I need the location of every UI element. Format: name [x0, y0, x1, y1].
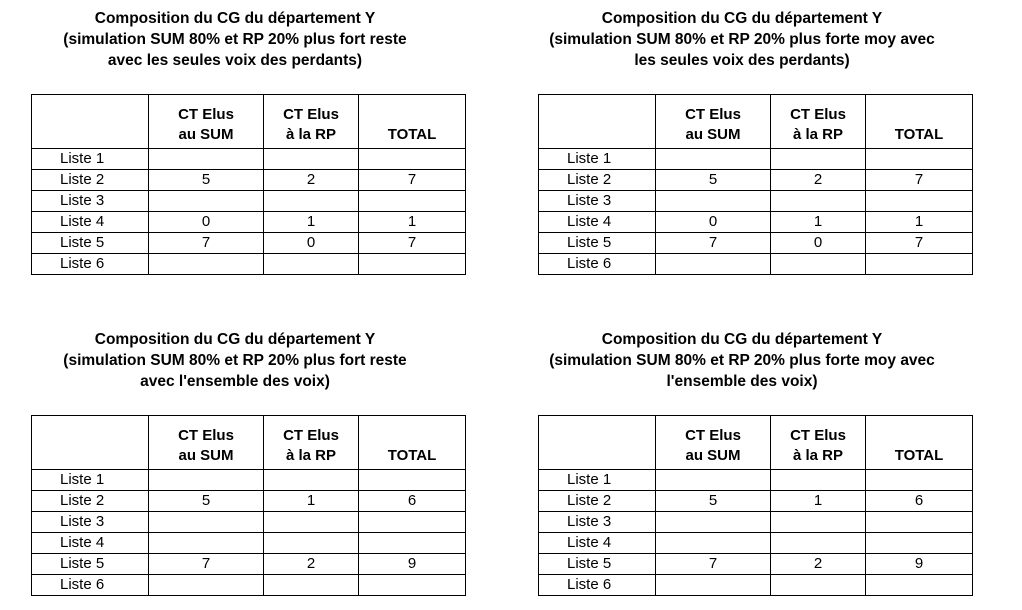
table-cell	[656, 149, 771, 170]
row-label: Liste 4	[32, 212, 149, 233]
row-label: Liste 3	[32, 512, 149, 533]
table-cell	[771, 533, 866, 554]
results-table	[31, 415, 466, 596]
table-cell	[149, 191, 264, 212]
row-label: Liste 2	[539, 491, 656, 512]
column-header-line: TOTAL	[894, 447, 944, 464]
table-cell	[771, 191, 866, 212]
table-row	[32, 254, 466, 275]
table-cell	[264, 533, 359, 554]
panel-title	[0, 8, 470, 77]
panel-title	[0, 329, 470, 398]
table-cell: 6	[359, 491, 466, 512]
table-row	[539, 191, 973, 212]
table-row	[32, 212, 466, 233]
table-cell: 7	[359, 170, 466, 191]
table-cell: 7	[359, 233, 466, 254]
header-blank-cell	[32, 416, 149, 470]
table-cell: 0	[771, 233, 866, 254]
table-cell: 7	[149, 233, 264, 254]
table-cell	[149, 533, 264, 554]
row-label: Liste 1	[32, 470, 149, 491]
table-cell: 1	[771, 491, 866, 512]
table-cell: 1	[264, 491, 359, 512]
table-cell: 5	[656, 170, 771, 191]
table-row	[32, 191, 466, 212]
table-row	[539, 233, 973, 254]
table-cell	[866, 254, 973, 275]
table-cell	[264, 191, 359, 212]
column-header-line: CT Elus	[790, 427, 846, 444]
table-cell: 5	[149, 491, 264, 512]
row-label: Liste 5	[539, 554, 656, 575]
title-line: avec les seules voix des perdants)	[107, 52, 363, 69]
column-header-line: à la RP	[285, 126, 337, 143]
row-label: Liste 1	[539, 470, 656, 491]
table-cell	[359, 512, 466, 533]
title-line: l'ensemble des voix)	[666, 373, 818, 390]
table-row	[539, 491, 973, 512]
table-cell	[656, 254, 771, 275]
table-row	[539, 512, 973, 533]
table-header-row	[539, 95, 973, 149]
table-cell	[264, 254, 359, 275]
table-cell	[149, 149, 264, 170]
title-line: (simulation SUM 80% et RP 20% plus forte moy avec	[549, 352, 935, 369]
table-cell	[149, 254, 264, 275]
table-cell	[771, 149, 866, 170]
row-label: Liste 2	[32, 491, 149, 512]
table-row	[539, 149, 973, 170]
title-line: Composition du CG du département Y	[601, 10, 883, 27]
table-cell: 0	[149, 212, 264, 233]
title-line: Composition du CG du département Y	[601, 331, 883, 348]
table-cell	[149, 470, 264, 491]
column-header-line: CT Elus	[685, 427, 741, 444]
column-header-line: au SUM	[178, 126, 234, 143]
table-cell: 9	[866, 554, 973, 575]
table-cell: 6	[866, 491, 973, 512]
header-blank-cell	[32, 95, 149, 149]
title-line: Composition du CG du département Y	[94, 10, 376, 27]
row-label: Liste 6	[539, 254, 656, 275]
row-label: Liste 4	[539, 533, 656, 554]
column-header-line: CT Elus	[685, 106, 741, 123]
table-header-row	[32, 95, 466, 149]
column-header-line: CT Elus	[790, 106, 846, 123]
row-label: Liste 6	[32, 575, 149, 596]
table-cell	[359, 575, 466, 596]
table-cell: 5	[149, 170, 264, 191]
column-header-line: à la RP	[792, 447, 844, 464]
results-table	[31, 94, 466, 275]
table-cell: 2	[771, 170, 866, 191]
title-line: (simulation SUM 80% et RP 20% plus fort reste	[63, 352, 407, 369]
column-header	[264, 95, 359, 149]
table-cell	[866, 191, 973, 212]
table-cell	[149, 575, 264, 596]
column-header	[771, 416, 866, 470]
results-table	[538, 94, 973, 275]
results-table	[538, 415, 973, 596]
column-header-line: CT Elus	[178, 106, 234, 123]
column-header	[656, 416, 771, 470]
title-line: avec l'ensemble des voix)	[140, 373, 330, 390]
table-cell	[359, 149, 466, 170]
table-row	[32, 470, 466, 491]
table-cell	[866, 575, 973, 596]
table-cell	[359, 254, 466, 275]
table-cell	[656, 575, 771, 596]
table-row	[32, 170, 466, 191]
table-cell: 7	[866, 170, 973, 191]
table-cell	[771, 254, 866, 275]
table-cell	[149, 512, 264, 533]
table-cell: 0	[264, 233, 359, 254]
table-cell	[656, 191, 771, 212]
header-blank-cell	[539, 416, 656, 470]
table-cell	[359, 470, 466, 491]
table-cell	[866, 533, 973, 554]
table-cell	[264, 575, 359, 596]
table-panel	[507, 8, 977, 272]
title-line: (simulation SUM 80% et RP 20% plus fort reste	[63, 31, 407, 48]
table-cell: 9	[359, 554, 466, 575]
row-label: Liste 3	[539, 512, 656, 533]
row-label: Liste 2	[539, 170, 656, 191]
column-header-line: CT Elus	[283, 427, 339, 444]
table-row	[32, 512, 466, 533]
column-header	[359, 416, 466, 470]
column-header	[866, 95, 973, 149]
row-label: Liste 4	[32, 533, 149, 554]
table-cell: 5	[656, 491, 771, 512]
column-header-line: au SUM	[685, 126, 741, 143]
column-header	[866, 416, 973, 470]
table-cell	[656, 470, 771, 491]
table-cell	[264, 512, 359, 533]
table-cell	[656, 533, 771, 554]
table-row	[32, 533, 466, 554]
column-header-line: TOTAL	[387, 447, 437, 464]
column-header-line: CT Elus	[283, 106, 339, 123]
table-cell	[771, 575, 866, 596]
table-panel	[0, 8, 470, 272]
table-cell: 7	[866, 233, 973, 254]
column-header-line: TOTAL	[387, 126, 437, 143]
table-cell	[866, 512, 973, 533]
table-cell	[771, 470, 866, 491]
table-header-row	[539, 416, 973, 470]
table-row	[539, 212, 973, 233]
column-header	[359, 95, 466, 149]
table-cell	[866, 470, 973, 491]
table-cell: 1	[771, 212, 866, 233]
column-header-line: à la RP	[285, 447, 337, 464]
row-label: Liste 3	[32, 191, 149, 212]
column-header	[149, 416, 264, 470]
row-label: Liste 1	[539, 149, 656, 170]
table-row	[32, 149, 466, 170]
table-row	[32, 575, 466, 596]
column-header	[149, 95, 264, 149]
table-cell	[359, 533, 466, 554]
title-line: (simulation SUM 80% et RP 20% plus forte moy avec	[549, 31, 935, 48]
table-cell: 7	[656, 233, 771, 254]
row-label: Liste 3	[539, 191, 656, 212]
table-cell: 2	[264, 170, 359, 191]
table-cell: 7	[149, 554, 264, 575]
table-row	[539, 575, 973, 596]
table-cell: 1	[359, 212, 466, 233]
panel-title	[507, 329, 977, 398]
table-panel	[0, 329, 470, 593]
table-cell: 0	[656, 212, 771, 233]
table-cell: 2	[264, 554, 359, 575]
table-row	[539, 254, 973, 275]
table-cell: 7	[656, 554, 771, 575]
table-row	[539, 470, 973, 491]
table-panel	[507, 329, 977, 593]
row-label: Liste 4	[539, 212, 656, 233]
table-cell	[264, 470, 359, 491]
column-header	[771, 95, 866, 149]
table-cell	[264, 149, 359, 170]
row-label: Liste 5	[32, 233, 149, 254]
row-label: Liste 2	[32, 170, 149, 191]
table-cell: 1	[264, 212, 359, 233]
title-line: Composition du CG du département Y	[94, 331, 376, 348]
column-header-line: à la RP	[792, 126, 844, 143]
row-label: Liste 6	[32, 254, 149, 275]
table-cell: 1	[866, 212, 973, 233]
column-header-line: TOTAL	[894, 126, 944, 143]
column-header	[264, 416, 359, 470]
table-cell	[656, 512, 771, 533]
table-header-row	[32, 416, 466, 470]
row-label: Liste 1	[32, 149, 149, 170]
table-cell: 2	[771, 554, 866, 575]
table-row	[539, 554, 973, 575]
header-blank-cell	[539, 95, 656, 149]
column-header	[656, 95, 771, 149]
table-row	[32, 491, 466, 512]
column-header-line: au SUM	[178, 447, 234, 464]
table-cell	[866, 149, 973, 170]
table-cell	[359, 191, 466, 212]
title-line: les seules voix des perdants)	[634, 52, 850, 69]
column-header-line: CT Elus	[178, 427, 234, 444]
column-header-line: au SUM	[685, 447, 741, 464]
table-row	[32, 233, 466, 254]
panel-title	[507, 8, 977, 77]
table-row	[539, 533, 973, 554]
row-label: Liste 5	[32, 554, 149, 575]
table-row	[32, 554, 466, 575]
row-label: Liste 6	[539, 575, 656, 596]
row-label: Liste 5	[539, 233, 656, 254]
table-row	[539, 170, 973, 191]
table-cell	[771, 512, 866, 533]
